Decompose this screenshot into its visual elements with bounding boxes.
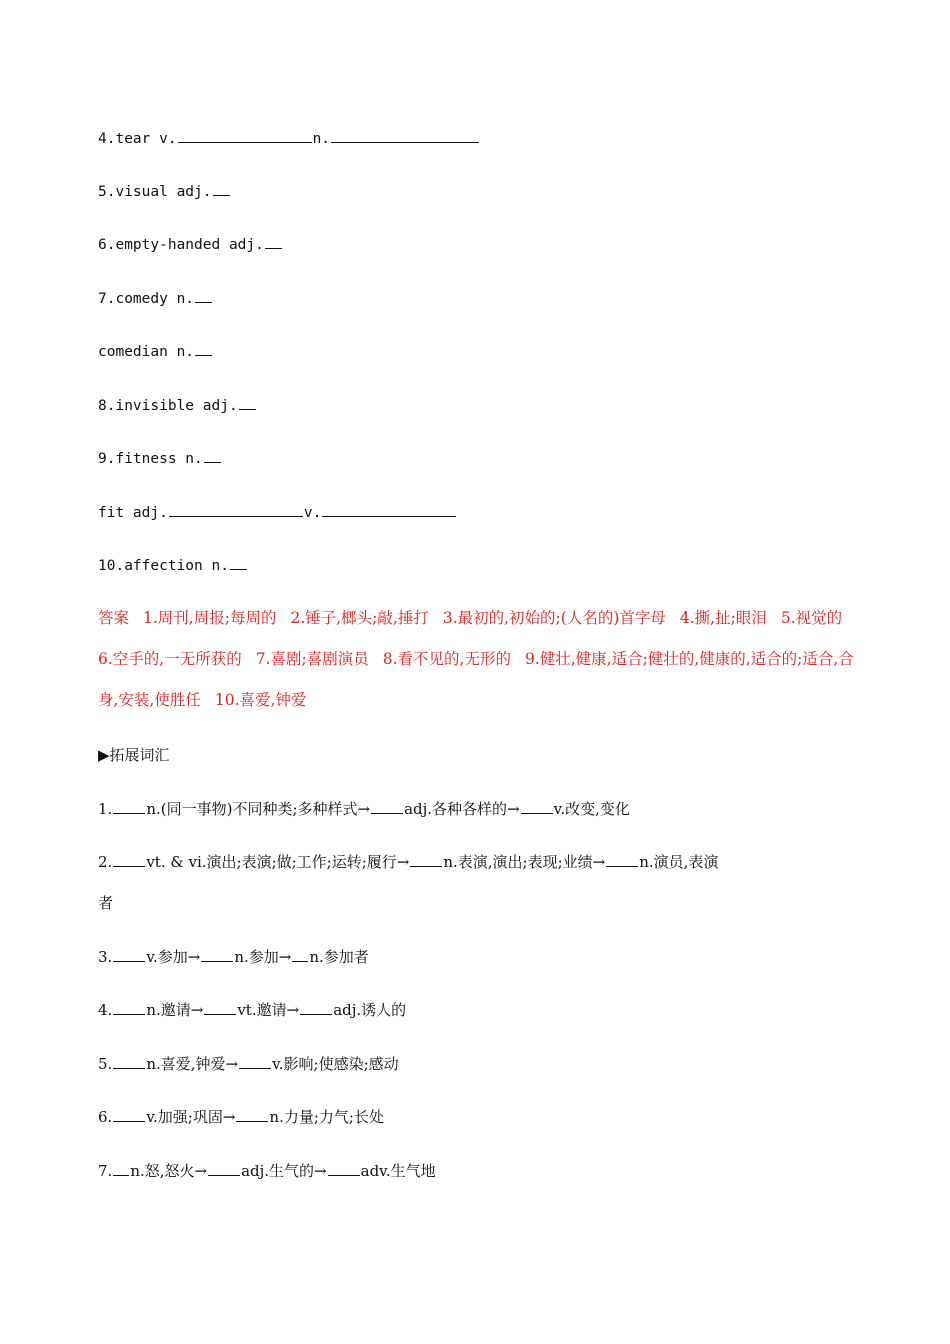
section-title: ▶拓展词汇 xyxy=(98,746,170,764)
arrow-icon: → xyxy=(286,1001,300,1019)
ext-item-7: 7. n.怒,怒火→ adj.生气的→ adv.生气地 xyxy=(98,1162,436,1180)
ext-item-1: 1. n.(同一事物)不同种类;多种样式→ adj.各种各样的→ v.改变,变化 xyxy=(98,800,630,818)
answer-blank[interactable] xyxy=(322,502,456,517)
ext-item-3: 3. v.参加→ n.参加→ n.参加者 xyxy=(98,948,369,966)
vocab-item-10: 10.affection n. xyxy=(98,555,248,577)
answer-item: 6.空手的,一无所获的 xyxy=(98,650,242,668)
answer-blank[interactable] xyxy=(410,852,442,867)
answer-blank[interactable] xyxy=(195,341,212,356)
answer-blank[interactable] xyxy=(239,395,256,410)
vocab-item-8: 8.invisible adj. xyxy=(98,395,257,417)
answer-key xyxy=(98,598,858,721)
answer-label: 答案 xyxy=(98,609,130,627)
vocab-item-9b: fit adj. v. xyxy=(98,502,457,524)
ext-item-2: 2. vt. & vi.演出;表演;做;工作;运转;履行→ n.表演,演出;表现;业绩→ n.演员,表演 xyxy=(98,853,719,871)
answer-item: 3.最初的,初始的;(人名的)首字母 xyxy=(442,609,666,627)
answer-blank[interactable] xyxy=(113,852,145,867)
answer-blank[interactable] xyxy=(113,1000,145,1015)
ext-item-5: 5. n.喜爱,钟爱→ v.影响;使感染;感动 xyxy=(98,1055,399,1073)
answer-blank[interactable] xyxy=(300,1000,332,1015)
arrow-icon: → xyxy=(396,853,410,871)
answer-item: 4.撕,扯;眼泪 xyxy=(679,609,767,627)
answer-blank[interactable] xyxy=(213,181,230,196)
answer-blank[interactable] xyxy=(328,1161,360,1176)
answer-blank[interactable] xyxy=(113,1107,145,1122)
arrow-icon: → xyxy=(222,1108,236,1126)
answer-blank[interactable] xyxy=(236,1107,268,1122)
answer-blank[interactable] xyxy=(208,1161,240,1176)
ext-item-4: 4. n.邀请→ vt.邀请→ adj.诱人的 xyxy=(98,1001,407,1019)
vocab-item-4: 4.tear v. n. xyxy=(98,128,480,150)
answer-item: 10.喜爱,钟爱 xyxy=(214,691,307,709)
answer-blank[interactable] xyxy=(169,502,303,517)
answer-blank[interactable] xyxy=(265,234,282,249)
vocab-item-6: 6.empty-handed adj. xyxy=(98,234,283,256)
answer-blank[interactable] xyxy=(178,128,312,143)
answer-item: 8.看不见的,无形的 xyxy=(382,650,511,668)
answer-item: 2.锤子,榔头;敲,捶打 xyxy=(290,609,429,627)
arrow-icon: → xyxy=(278,948,292,966)
answer-blank[interactable] xyxy=(331,128,479,143)
answer-blank[interactable] xyxy=(204,448,221,463)
vocab-item-9: 9.fitness n. xyxy=(98,448,222,470)
answer-blank[interactable] xyxy=(292,947,308,962)
answer-item: 9.健壮,健康,适合;健壮的,健康的,适合的;适合,合身,安装,使胜任 xyxy=(98,650,854,709)
arrow-icon: → xyxy=(190,1001,204,1019)
ext-item-6: 6. v.加强;巩固→ n.力量;力气;长处 xyxy=(98,1108,384,1126)
vocab-item-7b: comedian n. xyxy=(98,341,213,363)
vocab-item-5: 5.visual adj. xyxy=(98,181,231,203)
answer-blank[interactable] xyxy=(371,799,403,814)
answer-blank[interactable] xyxy=(113,1161,129,1176)
answer-item: 1.周刊,周报;每周的 xyxy=(143,609,277,627)
answer-blank[interactable] xyxy=(239,1054,271,1069)
answer-blank[interactable] xyxy=(113,799,145,814)
arrow-icon: → xyxy=(194,1162,208,1180)
arrow-icon: → xyxy=(592,853,606,871)
arrow-icon: → xyxy=(225,1055,239,1073)
answer-blank[interactable] xyxy=(195,288,212,303)
arrow-icon: → xyxy=(187,948,201,966)
ext-item-2-cont: 者 xyxy=(98,894,114,912)
answer-item: 5.视觉的 xyxy=(780,609,843,627)
arrow-icon: → xyxy=(357,800,371,818)
answer-item: 7.喜剧;喜剧演员 xyxy=(255,650,369,668)
answer-blank[interactable] xyxy=(201,947,233,962)
vocab-item-7: 7.comedy n. xyxy=(98,288,213,310)
answer-blank[interactable] xyxy=(606,852,638,867)
answer-blank[interactable] xyxy=(230,555,247,570)
answer-blank[interactable] xyxy=(113,947,145,962)
answer-blank[interactable] xyxy=(521,799,553,814)
answer-blank[interactable] xyxy=(204,1000,236,1015)
arrow-icon: → xyxy=(507,800,520,818)
arrow-icon: → xyxy=(314,1162,327,1180)
answer-blank[interactable] xyxy=(113,1054,145,1069)
